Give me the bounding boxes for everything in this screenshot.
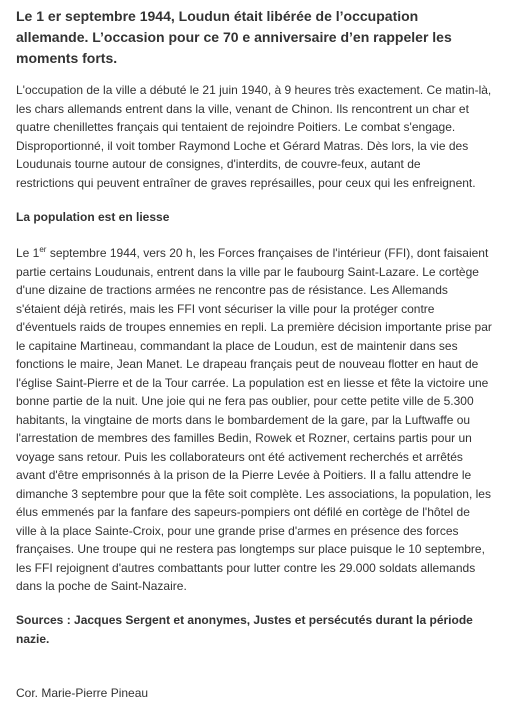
section-day: Le 1 <box>16 246 40 260</box>
intro-paragraph: L'occupation de la ville a débuté le 21 juin 1940, à 9 heures très exactement. Ce matin-là, les chars allemands entrent dans la ville, venant de Chinon. Ils rencontrent un char et quatre chenillettes français qui tentaient de rejoindre Poitiers. Le combat s'engage. Disproportionné, il voit tomber Raymond Loche et Gérard Matras. Dès lors, la vie des Loudunais tourne autour de consignes, d'interdits, de couvre-feux, autant de restrictions qui peuvent entraîner de graves représailles, pour ceux qui les enfreignent. <box>16 83 492 190</box>
section-day-superscript: er <box>39 245 47 254</box>
section-body: septembre 1944, vers 20 h, les Forces françaises de l'intérieur (FFI), dont faisaient partie certains Loudunais, entrent dans la ville par le faubourg Saint-Lazare. Le cortège d'une dizaine de tractions armées ne rencontre pas de résistance. Les Allemands s'étaient déjà retirés, mais les FFI vont sécuriser la ville pour la protéger contre d'éventuels raids de troupes ennemies en repli. La première décision importante prise par le capitaine Martineau, commandant la place de Loudun, est de maintenir dans ses fonctions le maire, Jean Manet. Le drapeau français peut de nouveau flotter en haut de l'église Saint-Pierre et de la Tour carrée. La population est en liesse et fête la victoire une bonne partie de la nuit. Une joie qui ne fera pas oublier, pour cette petite ville de 5.300 habitants, la vingtaine de morts dans le bombardement de la gare, par la Luftwaffe ou l'arrestation de membres des familles Bedin, Rowek et Rozner, certains partis pour un voyage sans retour. Puis les collaborateurs ont été activement recherchés et arrêtés avant d'être emprisonnés à la prison de la Pierre Levée à Poitiers. Il a fallu attendre le dimanche 3 septembre pour que la fête soit complète. Les associations, la population, les élus emmenés par la fanfare des sapeurs-pompiers ont défilé en cortège de l'hôtel de ville à la place Sainte-Croix, pour une grande prise d'armes en présence des forces françaises. Une troupe qui ne restera pas longtemps sur place puisque le 10 septembre, les FFI rejoignent d'autres combattants pour lutter contre les 29.000 soldats allemands dans la poche de Saint-Nazaire. <box>16 246 492 593</box>
article-headline: Le 1 er septembre 1944, Loudun était libérée de l’occupation allemande. L’occasion pour ce 70 e anniversaire d’en rappeler les moments forts. <box>16 8 452 66</box>
byline: Cor. Marie-Pierre Pineau <box>16 685 149 700</box>
section-title: La population est en liesse <box>16 210 170 224</box>
sources-note: Sources : Jacques Sergent et anonymes, Justes et persécutés durant la période nazie. <box>16 612 473 646</box>
article <box>16 6 496 702</box>
section-paragraph <box>16 244 496 596</box>
